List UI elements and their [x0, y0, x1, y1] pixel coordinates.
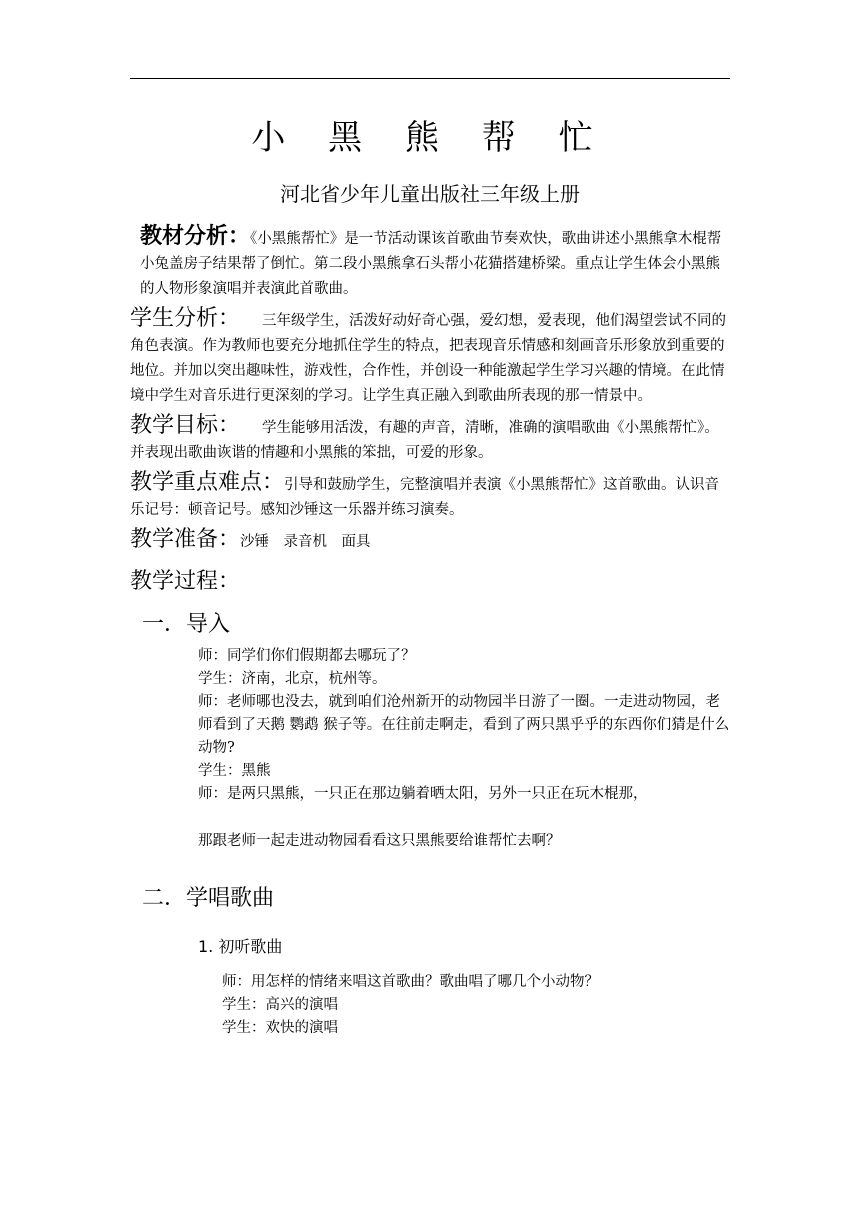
section-teaching-goals: [130, 413, 730, 466]
part1-dialogue: [198, 645, 730, 853]
section-key-points: [130, 470, 730, 523]
section-text: 三年级学生，活泼好动好奇心强，爱幻想，爱表现，他们渴望尝试不同的角色表演。作为教师也要充分地抓住学生的特点，把表现音乐情感和刻画音乐形象放到重要的地位。并加以突出趣味性，游戏性，合作性，并创设一种能激起学生学习兴趣的情境。在此情境中学生对音乐进行更深刻的学习。让学生真正融入到歌曲所表现的那一情景中。: [130, 313, 727, 404]
dialogue-line: 师：是两只黑熊，一只正在那边躺着晒太阳，另外一只正在玩木棍那，: [198, 786, 648, 802]
part2-item-1: 1. 初听歌曲: [198, 937, 283, 956]
document-page: [130, 110, 730, 1040]
section-text: 沙锤 录音机 面具: [240, 534, 371, 550]
section-material-analysis: [130, 224, 730, 302]
section-heading: 学生分析：: [130, 306, 241, 331]
dialogue-line: 师：老师哪也没去，就到咱们沧州新开的动物园半日游了一圈。一走进动物园，老师看到了天鹅 鹦鹉 猴子等。在往前走啊走，看到了两只黑乎乎的东西你们猜是什么动物?: [198, 694, 730, 756]
dialogue-line: 学生：高兴的演唱: [222, 997, 338, 1013]
section-student-analysis: [130, 306, 730, 409]
doc-title: 小 黑 熊 帮 忙: [251, 118, 609, 158]
dialogue-line: 学生：济南，北京，杭州等。: [198, 671, 387, 687]
section-heading: 教学准备：: [130, 527, 241, 552]
dialogue-line: 师：同学们你们假期都去哪玩了？: [198, 648, 416, 664]
dialogue-line: 学生：黑熊: [198, 763, 271, 779]
section-preparation: [130, 527, 730, 555]
dialogue-line: 师：用怎样的情绪来唱这首歌曲？歌曲唱了哪几个小动物？: [222, 974, 599, 990]
section-text: 学生能够用活泼，有趣的声音，清晰，准确的演唱歌曲《小黑熊帮忙》。并表现出歌曲诙谐的情趣和小黑熊的笨拙，可爱的形象。: [130, 420, 719, 461]
section-heading: 教学重点难点：: [130, 470, 285, 495]
part1-heading: 一．导入: [142, 612, 231, 637]
dialogue-line: 学生：欢快的演唱: [222, 1020, 338, 1036]
process-heading: 教学过程：: [130, 569, 241, 594]
part2-dialogue: [222, 971, 730, 1040]
doc-subtitle: 河北省少年儿童出版社三年级上册: [280, 182, 580, 206]
section-heading: 教材分析：: [140, 224, 251, 249]
part2-heading: 二．学唱歌曲: [142, 886, 275, 911]
section-heading: 教学目标：: [130, 413, 241, 438]
header-rule: [130, 78, 730, 79]
section-text: 引导和鼓励学生，完整演唱并表演《小黑熊帮忙》这首歌曲。认识音乐记号：顿音记号。感知沙锤这一乐器并练习演奏。: [130, 477, 720, 518]
dialogue-line: 那跟老师一起走进动物园看看这只黑熊要给谁帮忙去啊？: [198, 833, 561, 849]
section-text: 《小黑熊帮忙》是一节活动课该首歌曲节奏欢快，歌曲讲述小黑熊拿木棍帮小兔盖房子结果帮了倒忙。第二段小黑熊拿石头帮小花猫搭建桥梁。重点让学生体会小黑熊的人物形象演唱并表演此首歌曲。: [140, 231, 722, 297]
